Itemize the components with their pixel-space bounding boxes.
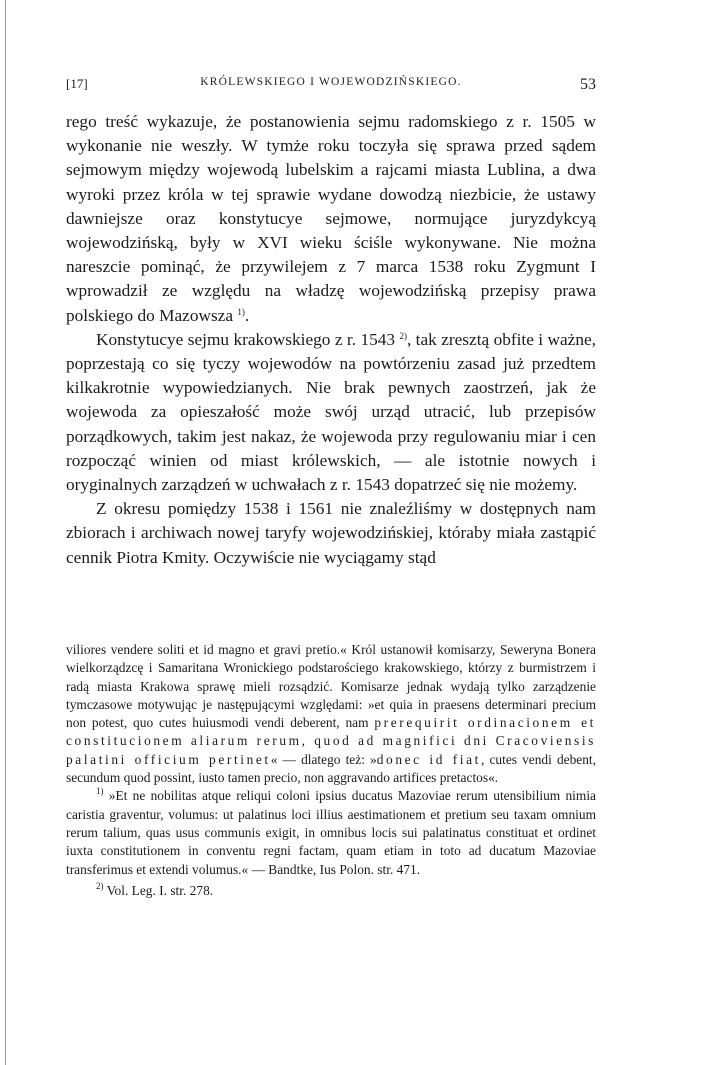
footnote-cont-b: « — dlatego też: »	[270, 751, 377, 767]
body-text	[66, 110, 596, 570]
footnote-1-text: »Et ne nobilitas atque reliqui coloni ipsius ducatus Mazoviae rerum utensibilium nimia caristia graventur, volumus: ut palatinus loci illius aestimationem et pretium seu taxam omnium rerum talium, quas usus communis exigit, in omnibus locis sui palatinatus constituat et ordinet iuxta constitutionem in conventu regni factam, quam etiam in toto ad ducatum Mazoviae transferimus et extendi volumus.« — Bandtke, Ius Polon. str. 471.	[66, 788, 596, 877]
paragraph-1-text: rego treść wykazuje, że postanowienia sejmu radomskiego z r. 1505 w wykonanie nie weszły. W tymże roku toczyła się sprawa przed sądem sejmowym między wojewodą lubelskim a rajcami miasta Lublina, a dwa wyroki przez króla w tej sprawie wydane dowodzą niezbicie, że ustawy dawniejsze oraz konstytucye sejmowe, normujące juryzdykcyą wojewodzińską, były w XVI wieku ściśle wykonywane. Nie można nareszcie pominąć, że przywilejem z 7 marca 1538 roku Zygmunt I wprowadził ze względu na władzę wojewodzińską przepisy prawa polskiego do Mazowsza	[66, 112, 596, 325]
paragraph-3-text: Z okresu pomiędzy 1538 i 1561 nie znaleźliśmy w dostępnych nam zbiorach i archiwach nowej taryfy wojewodzińskiej, któraby miała zastąpić cennik Piotra Kmity. Oczywiście nie wyciągamy stąd	[66, 499, 596, 567]
footnote-cont-a: viliores vendere soliti et id magno et gravi pretio.« Król ustanowił komisarzy, Seweryna Bonera wielkorządzcę i Samaritana Wronickiego podstarościego krakowskiego, którzy z burmistrzem i radą miasta Krakowa sprawę mieli rozsądzić. Komisarze jednak wydają tylko zarządzenie tymczasowe motywując je następującymi względami: »et quia in praesens determinari precium non potest, quo cutes huiusmodi vendi deberent, nam	[66, 642, 596, 731]
footnote-2-mark: 2)	[96, 880, 104, 891]
paragraph-1-end: .	[244, 305, 250, 325]
footnote-2	[66, 882, 596, 900]
paragraph-3	[66, 497, 596, 570]
paragraph-2	[66, 328, 596, 497]
folio-bracket: [17]	[66, 76, 88, 91]
footnote-ref-2: 2)	[399, 330, 407, 341]
footnote-2-text: Vol. Leg. I. str. 278.	[106, 882, 214, 898]
paragraph-2-text-a: Konstytucye sejmu krakowskiego z r. 1543	[96, 329, 396, 349]
footnote-continuation	[66, 641, 596, 787]
footnote-cont-spaced-2: donec id fiat	[376, 751, 481, 767]
footnote-1	[66, 787, 596, 878]
page-number: 53	[580, 76, 596, 93]
footnote-cont-spaced-1: prerequirit ordinacionem et constitucionem aliarum rerum, quod ad magnifici dni Cracoviensis palatini officium pertinet	[66, 715, 596, 767]
footnote-cont-c: , cutes vendi debent, secundum quod possint, iusto tamen precio, non aggravando artifices pretactos«.	[66, 751, 596, 786]
footnote-ref-1: 1)	[237, 306, 245, 317]
paragraph-2-text-b: , tak zresztą obfite i ważne, poprzestają co się tyczy wojewodów na powtórzeniu zasad już przedtem kilkakrotnie wypowiedzianych. Nie brak pewnych zaostrzeń, jak że wojewoda za opieszałość może swój urząd utracić, lub przepisów porządkowych, takim jest nakaz, że wojewoda przy regulowaniu miar i cen rozpocząć winien od miast królewskich, — ale istotnie nowych i oryginalnych zarządzeń w uchwałach z r. 1543 dopatrzeć się nie możemy.	[66, 329, 596, 495]
footnotes	[66, 641, 596, 900]
footnote-1-mark: 1)	[96, 786, 104, 797]
page-edge-line	[5, 0, 6, 1065]
running-head	[66, 74, 596, 96]
running-title: KRÓLEWSKIEGO I WOJEWODZIŃSKIEGO.	[200, 76, 462, 88]
paragraph-1	[66, 110, 596, 328]
